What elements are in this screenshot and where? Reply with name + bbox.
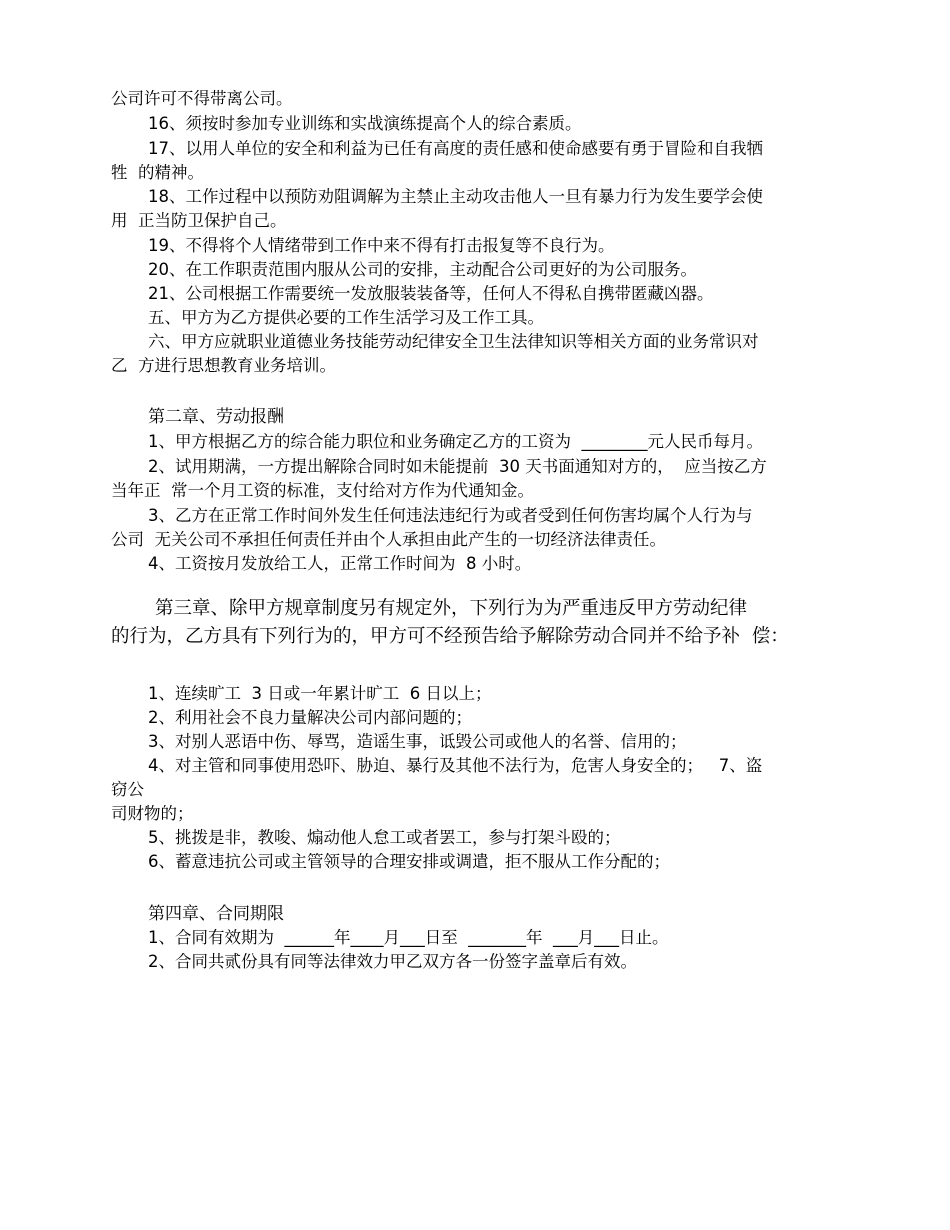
- text-line: 六、甲方应就职业道德业务技能劳动纪律安全卫生法律知识等相关方面的业务常识对: [148, 332, 759, 351]
- text-line: 牲 的精神。: [111, 163, 204, 182]
- text-line: 1、甲方根据乙方的综合能力职位和业务确定乙方的工资为 ________元人民币每月。: [148, 432, 763, 451]
- text-line: 公司 无关公司不承担任何责任并由个人承担由此产生的一切经济法律责任。: [111, 530, 666, 549]
- text-line: 4、工资按月发放给工人，正常工作时间为 8 小时。: [148, 554, 532, 573]
- list-item: 3、对别人恶语中伤、辱骂，造谣生事，诋毁公司或他人的名誉、信用的；: [148, 732, 687, 751]
- chapter-heading: 第四章、合同期限: [148, 904, 284, 924]
- chapter-heading: 第三章、除甲方规章制度另有规定外，下列行为为严重违反甲方劳动纪律: [155, 598, 748, 619]
- text-line: 乙 方进行思想教育业务培训。: [111, 356, 336, 375]
- text-line: 2、合同共贰份具有同等法律效力甲乙双方各一份签字盖章后有效。: [148, 952, 637, 971]
- text-line: 20、在工作职责范围内服从公司的安排，主动配合公司更好的为公司服务。: [148, 260, 697, 279]
- text-line: 1、合同有效期为 ______年____月___日至 _______年 ___月___日止。: [148, 928, 669, 947]
- chapter-heading: 第二章、劳动报酬: [148, 407, 284, 427]
- text-line: 公司许可不得带离公司。: [111, 89, 293, 108]
- text-line: 五、甲方为乙方提供必要的工作生活学习及工作工具。: [148, 308, 544, 327]
- list-item: 5、挑拨是非，教唆、煽动他人怠工或者罢工，参与打架斗殴的；: [148, 828, 621, 847]
- text-line: 窃公: [111, 780, 144, 799]
- text-line: 17、以用人单位的安全和利益为已任有高度的责任感和使命感要有勇于冒险和自我牺: [148, 139, 763, 158]
- text-line: 司财物的；: [111, 804, 194, 823]
- text-line: 18、工作过程中以预防劝阻调解为主禁止主动攻击他人一旦有暴力行为发生要学会使: [148, 187, 763, 206]
- text-line: 2、试用期满，一方提出解除合同时如未能提前 30 天书面通知对方的， 应当按乙方: [148, 457, 767, 476]
- text-line: 当年正 常一个月工资的标准，支付给对方作为代通知金。: [111, 481, 534, 500]
- text-line: 3、乙方在正常工作时间外发生任何违法违纪行为或者受到任何伤害均属个人行为与: [148, 506, 753, 525]
- text-line: 的行为，乙方具有下列行为的，甲方可不经预告给予解除劳动合同并不给予补 偿：: [111, 626, 789, 647]
- text-line: 19、不得将个人情绪带到工作中来不得有打击报复等不良行为。: [148, 236, 615, 255]
- text-line: 用 正当防卫保护自己。: [111, 211, 287, 230]
- list-item: 2、利用社会不良力量解决公司内部问题的；: [148, 708, 472, 727]
- text-line: 21、公司根据工作需要统一发放服装装备等，任何人不得私自携带匿藏凶器。: [148, 284, 714, 303]
- text-line: 16、须按时参加专业训练和实战演练提高个人的综合素质。: [148, 114, 582, 133]
- list-item: 6、蓄意违抗公司或主管领导的合理安排或调遣，拒不服从工作分配的；: [148, 852, 670, 871]
- list-item: 1、连续旷工 3 日或一年累计旷工 6 日以上；: [148, 684, 492, 703]
- list-item: 4、对主管和同事使用恐吓、胁迫、暴行及其他不法行为，危害人身安全的； 7、盗: [148, 756, 763, 775]
